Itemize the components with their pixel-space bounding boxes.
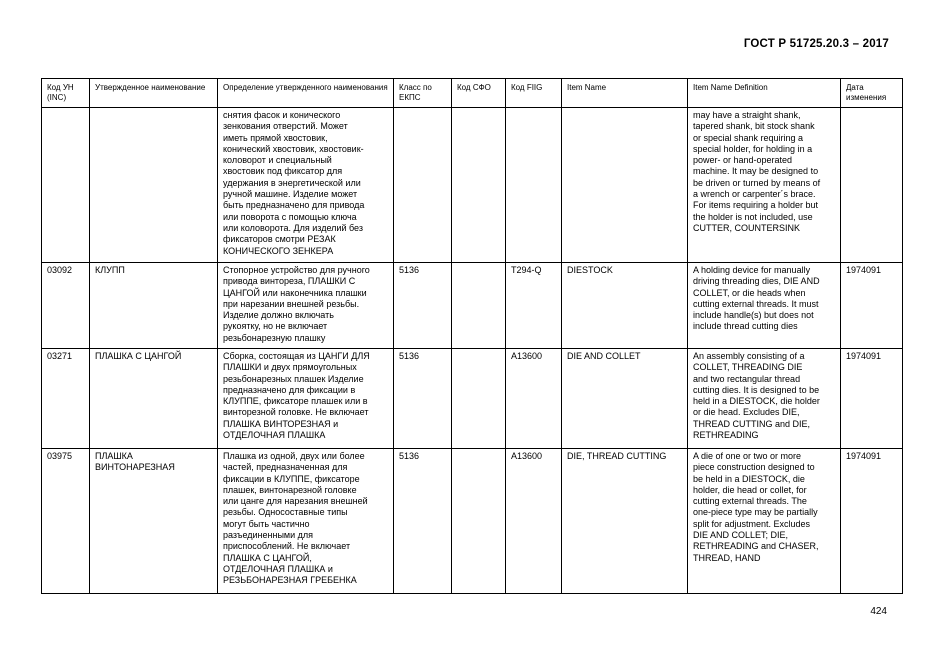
cell-name-ru: ПЛАШКА С ЦАНГОЙ <box>90 349 218 449</box>
cell-fiig: A13600 <box>506 449 562 594</box>
spec-table <box>41 78 903 594</box>
document-header: ГОСТ Р 51725.20.3 – 2017 <box>743 38 889 50</box>
cell-def-en: An assembly consisting of a COLLET, THREADING DIE and two rectangular thread cutting dies. It is designed to be held in a DIESTOCK, die holder or die head. Excludes DIE, THREAD CUTTING and DIE, RETHREADING <box>688 349 841 449</box>
col-header-def-en: Item Name Definition <box>688 79 841 108</box>
cell-item-name: DIESTOCK <box>562 263 688 349</box>
table-row <box>42 263 903 349</box>
cell-sfo <box>452 263 506 349</box>
col-header-item-name: Item Name <box>562 79 688 108</box>
col-header-class: Класс по ЕКПС <box>394 79 452 108</box>
cell-def-ru: Плашка из одной, двух или более частей, предназначенная для фиксации в КЛУППЕ, фиксаторе плашек, винтонарезной головке или цанге для нарезания внешней резьбы. Односоставные типы могут быть частично разъединенными для приспособлений. Не включает ПЛАШКА С ЦАНГОЙ, ОТДЕЛОЧНАЯ ПЛАШКА и РЕЗЬБОНАРЕЗНАЯ ГРЕБЕНКА <box>218 449 394 594</box>
cell-date: 1974091 <box>841 449 903 594</box>
col-header-fiig: Код FIIG <box>506 79 562 108</box>
cell-fiig: A13600 <box>506 349 562 449</box>
cell-def-ru: Стопорное устройство для ручного привода винтореза, ПЛАШКИ С ЦАНГОЙ или наконечника плашки при нарезании внешней резьбы. Изделие должно включать рукоятку, но не включает резьбонарезную плашку <box>218 263 394 349</box>
cell-inc: 03975 <box>42 449 90 594</box>
cell-def-en: A holding device for manually driving threading dies, DIE AND COLLET, or die heads when cutting external threads. It must include handle(s) but does not include thread cutting dies <box>688 263 841 349</box>
cell-inc: 03271 <box>42 349 90 449</box>
col-header-inc: Код УН (INC) <box>42 79 90 108</box>
cell-def-ru: Сборка, состоящая из ЦАНГИ ДЛЯ ПЛАШКИ и двух прямоугольных резьбонарезных плашек Изделие предназначено для фиксации в КЛУППЕ, фиксаторе плашек или в винторезной головке. Не включает ПЛАШКА ВИНТОРЕЗНАЯ и ОТДЕЛОЧНАЯ ПЛАШКА <box>218 349 394 449</box>
col-header-def-ru: Определение утвержденного наименования <box>218 79 394 108</box>
cell-item-name: DIE AND COLLET <box>562 349 688 449</box>
cell-sfo <box>452 108 506 263</box>
cell-inc: 03092 <box>42 263 90 349</box>
col-header-date: Дата изменения <box>841 79 903 108</box>
cell-fiig: T294-Q <box>506 263 562 349</box>
cell-inc <box>42 108 90 263</box>
table-row <box>42 449 903 594</box>
table-row <box>42 108 903 263</box>
cell-sfo <box>452 449 506 594</box>
table-header-row <box>42 79 903 108</box>
cell-name-ru <box>90 108 218 263</box>
table-row <box>42 349 903 449</box>
cell-item-name <box>562 108 688 263</box>
page-number: 424 <box>870 606 887 617</box>
cell-fiig <box>506 108 562 263</box>
cell-date: 1974091 <box>841 349 903 449</box>
cell-name-ru: ПЛАШКА ВИНТОНАРЕЗНАЯ <box>90 449 218 594</box>
cell-def-ru: снятия фасок и конического зенкования отверстий. Может иметь прямой хвостовик, конический хвостовик, хвостовик- коловорот и специальный хвостовик под фиксатор для удержания в энергетической или ручной машине. Изделие может быть предназначено для привода или поворота с помощью ключа или коловорота. Для изделий без фиксаторов смотри РЕЗАК КОНИЧЕСКОГО ЗЕНКЕРА <box>218 108 394 263</box>
cell-def-en: A die of one or two or more piece construction designed to be held in a DIESTOCK, die holder, die head or collet, for cutting external threads. The one-piece type may be partially split for adjustment. Excludes DIE AND COLLET; DIE, RETHREADING and CHASER, THREAD, HAND <box>688 449 841 594</box>
cell-class: 5136 <box>394 349 452 449</box>
cell-date <box>841 108 903 263</box>
col-header-sfo: Код СФО <box>452 79 506 108</box>
cell-class: 5136 <box>394 449 452 594</box>
cell-item-name: DIE, THREAD CUTTING <box>562 449 688 594</box>
cell-class: 5136 <box>394 263 452 349</box>
cell-date: 1974091 <box>841 263 903 349</box>
col-header-name-ru: Утвержденное наименование <box>90 79 218 108</box>
cell-class <box>394 108 452 263</box>
cell-sfo <box>452 349 506 449</box>
cell-name-ru: КЛУПП <box>90 263 218 349</box>
cell-def-en: may have a straight shank, tapered shank, bit stock shank or special shank requiring a special holder, for holding in a power- or hand-operated machine. It may be designed to be driven or turned by means of a wrench or carpenter´s brace. For items requiring a holder but the holder is not included, use CUTTER, COUNTERSINK <box>688 108 841 263</box>
